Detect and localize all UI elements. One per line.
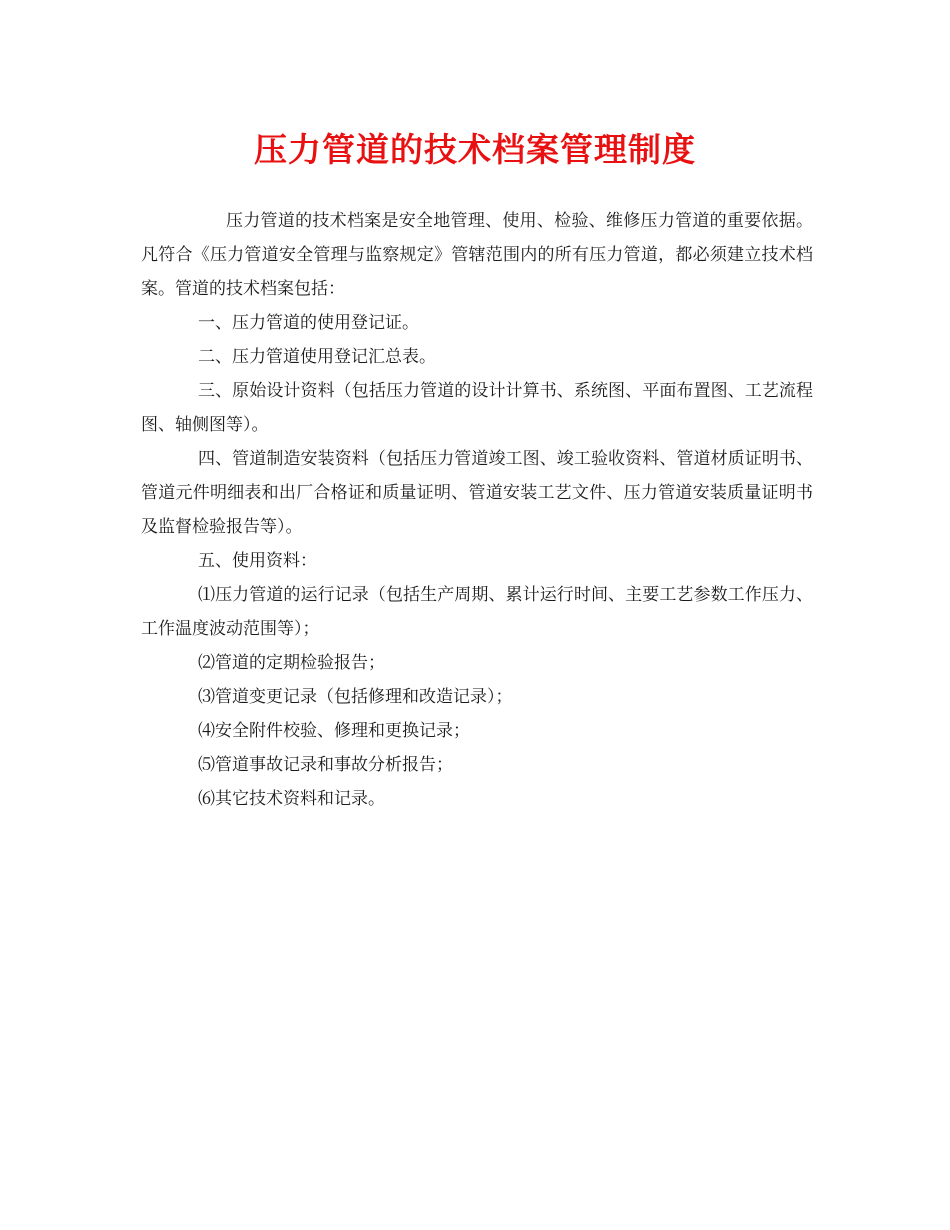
list-item-2: 二、压力管道使用登记汇总表。: [198, 347, 436, 367]
intro-paragraph: 压力管道的技术档案是安全地管理、使用、检验、维修压力管道的重要依据。凡符合《压力管道安全管理与监察规定》管辖范围内的所有压力管道，都必须建立技术档案。管道的技术档案包括：: [141, 211, 813, 299]
sub-item-2: ⑵管道的定期检验报告；: [198, 653, 385, 673]
document-title: 压力管道的技术档案管理制度: [254, 130, 696, 169]
document-body: [141, 204, 813, 816]
list-item-3: 三、原始设计资料（包括压力管道的设计计算书、系统图、平面布置图、工艺流程图、轴侧图等）。: [141, 381, 813, 435]
list-item-1: 一、压力管道的使用登记证。: [198, 313, 419, 333]
sub-item-5: ⑸管道事故记录和事故分析报告；: [198, 755, 453, 775]
list-item-4: 四、管道制造安装资料（包括压力管道竣工图、竣工验收资料、管道材质证明书、管道元件明细表和出厂合格证和质量证明、管道安装工艺文件、压力管道安装质量证明书及监督检验报告等）。: [141, 449, 813, 537]
sub-item-4: ⑷安全附件校验、修理和更换记录；: [198, 721, 470, 741]
list-item-5: 五、使用资料：: [198, 551, 317, 571]
sub-item-6: ⑹其它技术资料和记录。: [198, 789, 385, 809]
sub-item-1: ⑴压力管道的运行记录（包括生产周期、累计运行时间、主要工艺参数工作压力、工作温度波动范围等）；: [141, 585, 813, 639]
sub-item-3: ⑶管道变更记录（包括修理和改造记录）；: [198, 687, 513, 707]
